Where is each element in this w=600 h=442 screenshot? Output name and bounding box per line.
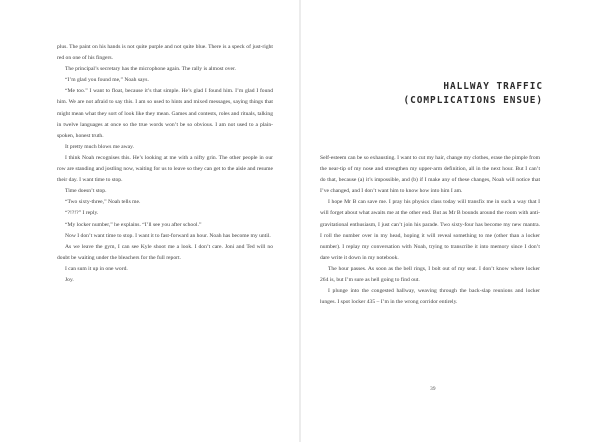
paragraph: plus. The paint on his hands is not quite purple and not quite blue. There is a speck of just-right red on one of his fingers. — [57, 44, 273, 62]
paragraph: “I’m glad you found me,” Noah says. — [65, 77, 149, 84]
paragraph: It pretty much blows me away. — [65, 143, 134, 150]
paragraph: I plunge into the congested hallway, weaving through the back-slap reunions and locker lunges. I spot locker 435 – I’m in the wrong corridor entirely. — [320, 288, 540, 306]
paragraph: As we leave the gym, I can see Kyle shoot me a look. I don’t care. Joni and Ted will no doubt be waiting under the bleachers for the full report. — [57, 243, 273, 261]
paragraph: I think Noah recognises this. He’s looking at me with a nifty grin. The other people in our row are standing and jostling now, waiting for us to leave so they can get to the aisle and resume their day. I want time to stop. — [57, 154, 273, 184]
paragraph: I hope Mr B can save me. I pray his physics class today will transfix me in such a way that I will forget about what awaits me at the other end. But as Mr B bounds around the room with anti-gravitational enthusiasm, I just can’t join his parade. Two sixty-four has become my new mantra. I roll the number over in my head, hoping it will reveal something to me (other than a locker number). I replay my conversation with Noah, trying to transcribe it into memory since I don’t dare write it down in my notebook. — [320, 199, 540, 261]
chapter-title-line: HALLWAY TRAFFIC — [443, 81, 543, 92]
paragraph: Joy. — [65, 276, 74, 283]
paragraph: “?!?!?” I reply. — [65, 210, 99, 217]
chapter-subtitle-line: (COMPLICATIONS ENSUE) — [403, 95, 543, 106]
chapter-title — [403, 80, 543, 108]
paragraph: The hour passes. As soon as the bell rings, I bolt out of my seat. I don’t know where locker 264 is, but I’m sure as hell going to find out. — [320, 265, 540, 284]
paragraph: “My locker number,” he explains. “I’ll see you after school.” — [65, 221, 202, 228]
paragraph: Now I don’t want time to stop. I want it to fast-forward an hour. Noah has become my until. — [65, 232, 271, 239]
page-number: 39 — [430, 386, 436, 392]
right-page — [300, 0, 600, 442]
paragraph: Self-esteem can be so exhausting. I want to cut my hair, change my clothes, erase the pimple from the near-tip of my nose and strengthen my upper-arm definition, all in the next hour. But I can’t do that, because (a) it’s impossible, and (b) if I make any of these changes, Noah will notice that I’ve changed, and I don’t want him to know how into him I am. — [320, 155, 540, 195]
paragraph: The principal’s secretary has the microphone again. The rally is almost over. — [65, 66, 236, 73]
paragraph: Time doesn’t stop. — [65, 188, 107, 195]
paragraph: “Two sixty-three,” Noah tells me. — [65, 199, 141, 206]
right-page-text — [320, 153, 540, 308]
paragraph: I can sum it up in one word. — [65, 265, 128, 272]
left-page-text — [57, 42, 273, 286]
paragraph: “Me too.” I want to float, because it’s that simple. He’s glad I found him. I’m glad I found him. We are not afraid to say this. I am so used to hints and mixed messages, saying things that might mean what they sort of look like they mean. Games and contests, roles and rituals, talking in twelve languages at once so the true words won’t be so obvious. I am not used to a plain-spoken, honest truth. — [57, 88, 273, 139]
